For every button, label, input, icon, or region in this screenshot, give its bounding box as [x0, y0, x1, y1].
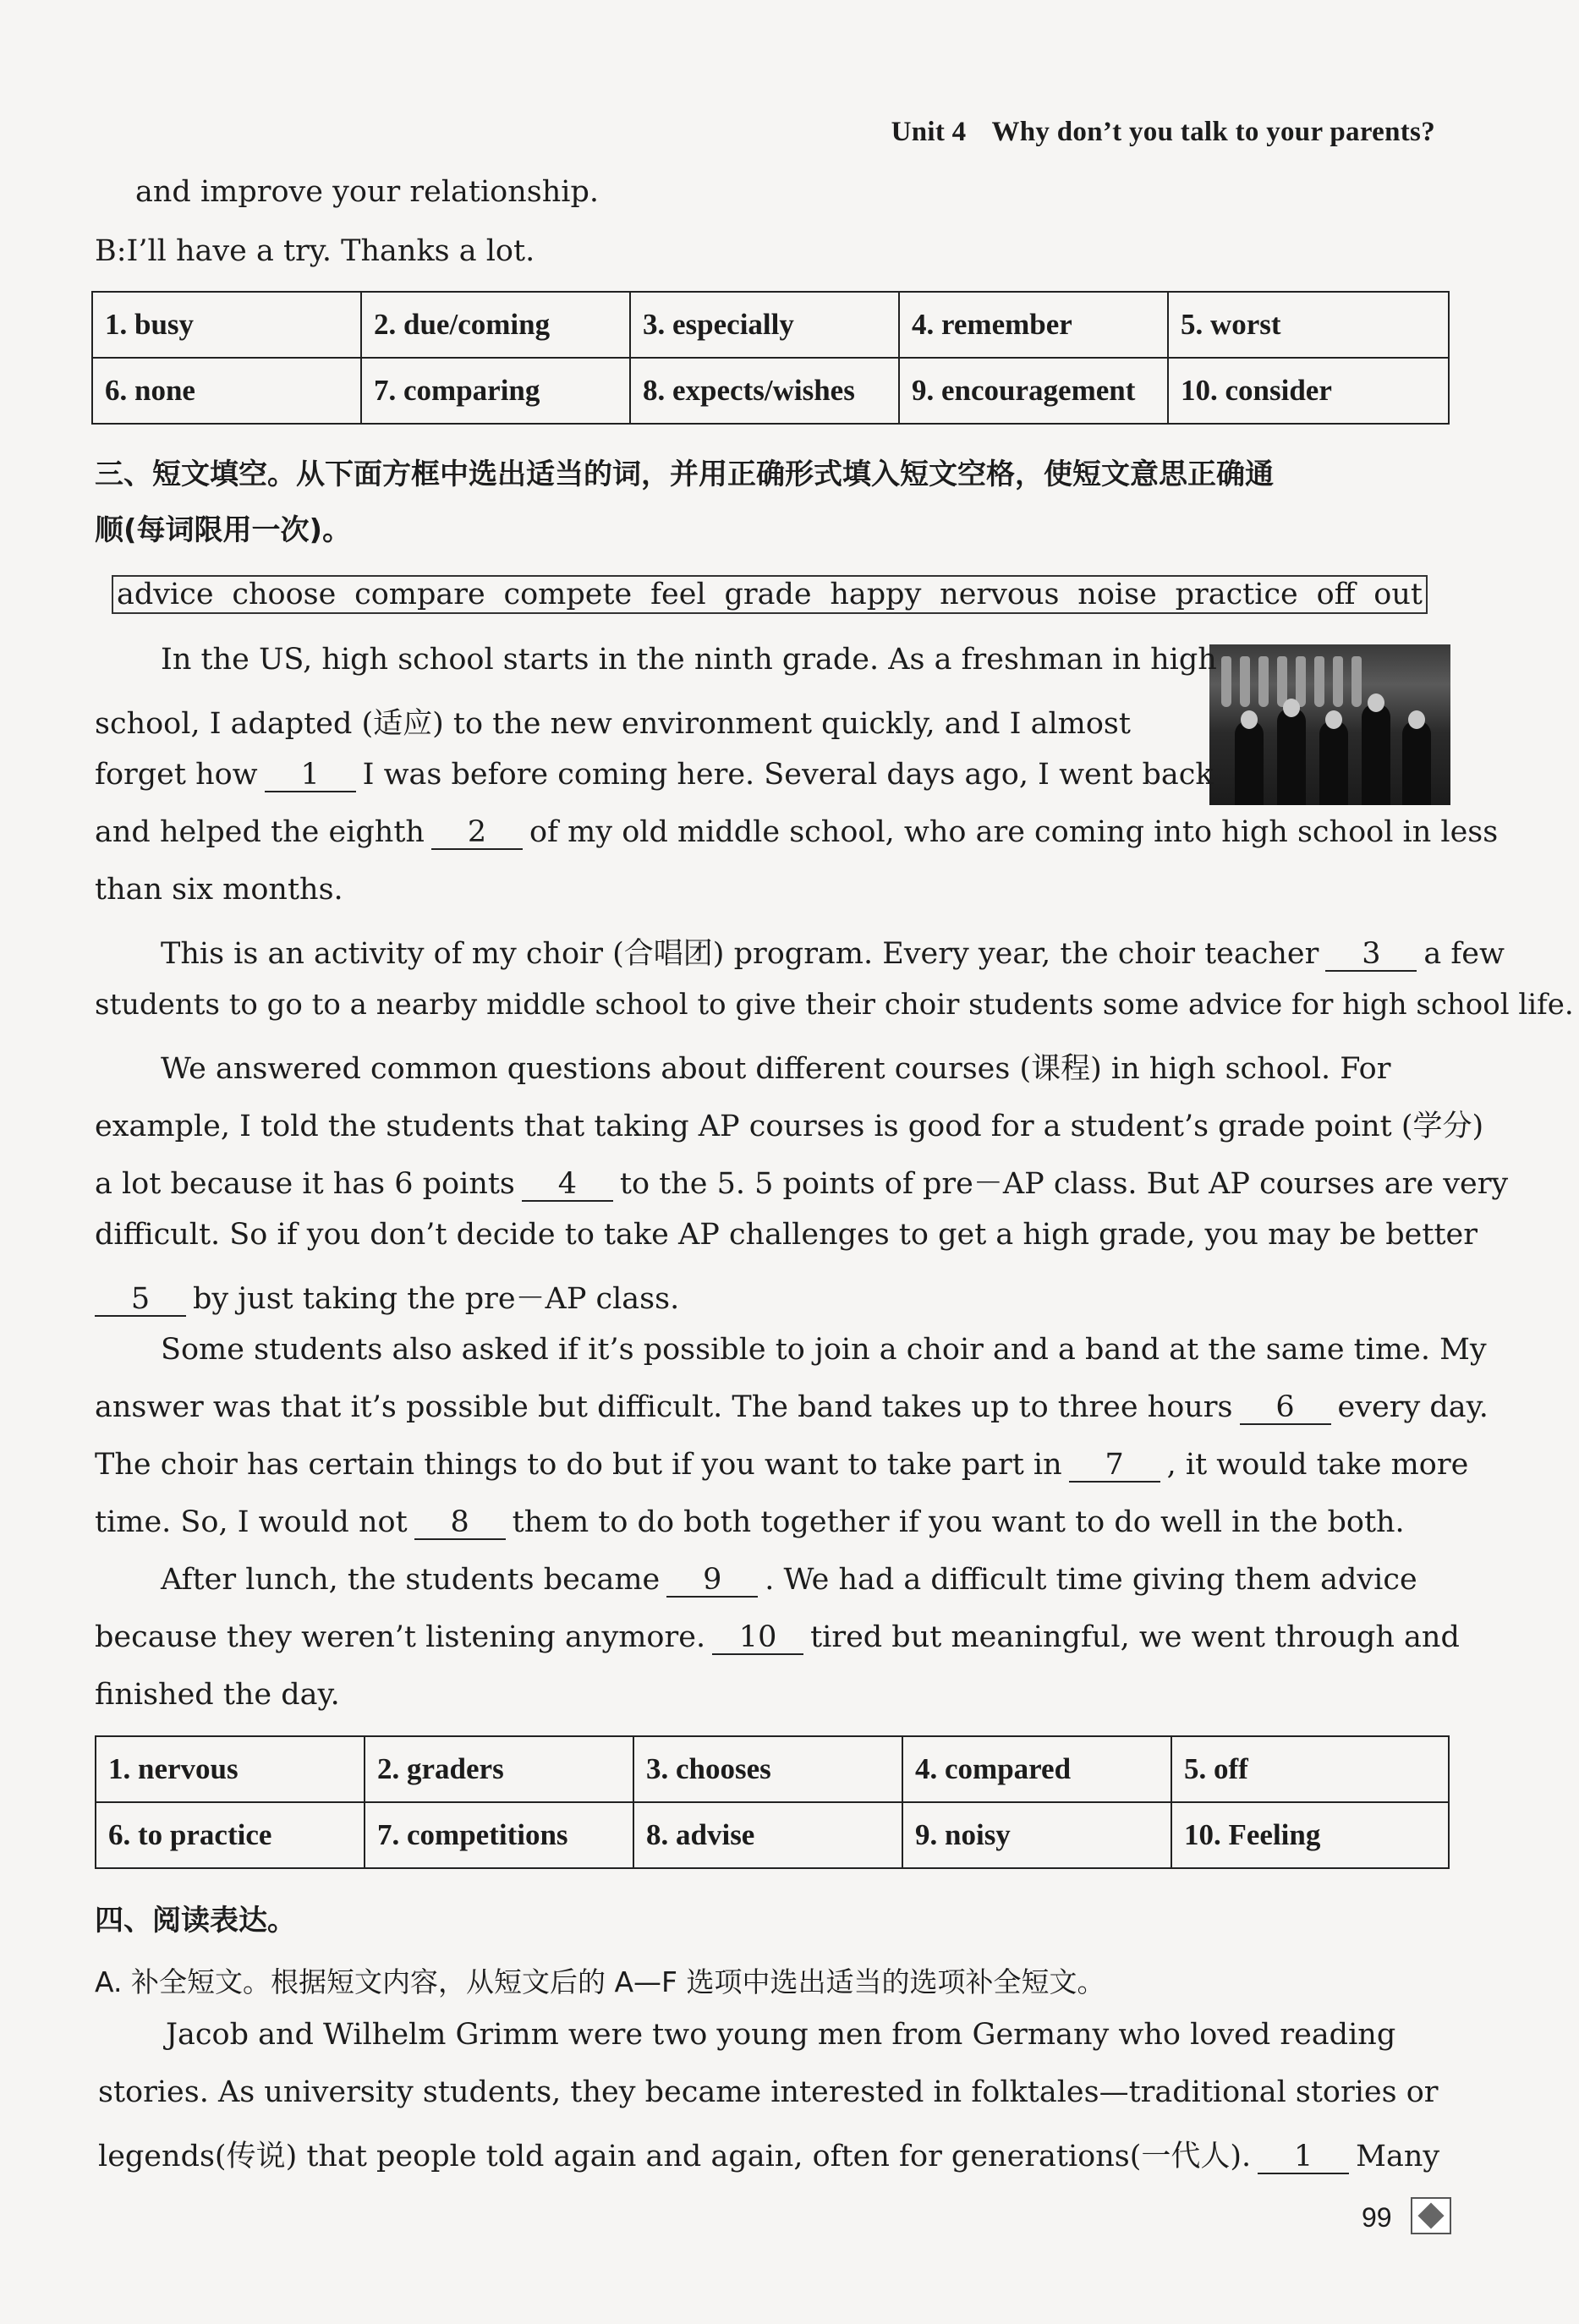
reading-line: Jacob and Wilhelm Grimm were two young men from Germany who loved reading [166, 2018, 1396, 2052]
answer-cell: 6. to practice [96, 1802, 365, 1868]
passage-line: and helped the eighth 2 of my old middle school, who are coming into high school in less [95, 815, 1499, 849]
passage-line: students to go to a nearby middle school to give their choir students some advice for high school life. [95, 988, 1574, 1022]
passage-line: because they weren’t listening anymore. 10 tired but meaningful, we went through and [95, 1620, 1460, 1654]
blank-4[interactable]: 4 [522, 1169, 613, 1202]
blank-5[interactable]: 5 [95, 1284, 186, 1317]
section-4a-instruction: A. 补全短文。根据短文内容，从短文后的 A—F 选项中选出适当的选项补全短文。 [95, 1965, 1105, 1998]
blank-9[interactable]: 9 [666, 1565, 758, 1598]
answer-cell: 8. expects/wishes [630, 358, 899, 424]
table-row [96, 1736, 1449, 1802]
blank-7[interactable]: 7 [1069, 1450, 1160, 1483]
answer-cell: 5. off [1171, 1736, 1449, 1802]
word-bank-item: advice [117, 578, 214, 611]
word-bank-item: compare [354, 578, 485, 611]
passage-line: Some students also asked if it’s possible to join a choir and a band at the same time. My [161, 1333, 1487, 1367]
passage-line: difficult. So if you don’t decide to take AP challenges to get a high grade, you may be better [95, 1218, 1478, 1252]
answer-cell: 9. encouragement [899, 358, 1168, 424]
table-row [92, 358, 1449, 424]
answer-cell: 1. busy [92, 292, 361, 358]
answer-cell: 1. nervous [96, 1736, 365, 1802]
section-4-title: 四、阅读表达。 [95, 1904, 296, 1938]
answer-table-1 [91, 291, 1450, 425]
dialog-line-2: B:I’ll have a try. Thanks a lot. [95, 234, 535, 268]
passage-line: finished the day. [95, 1678, 340, 1712]
word-bank-item: out [1373, 578, 1423, 611]
answer-cell: 4. remember [899, 292, 1168, 358]
answer-cell: 10. consider [1168, 358, 1449, 424]
section-3-title-line-1: 三、短文填空。从下面方框中选出适当的词，并用正确形式填入短文空格，使短文意思正确通 [95, 458, 1274, 491]
word-bank [112, 575, 1428, 614]
answer-cell: 6. none [92, 358, 361, 424]
word-bank-item: feel [650, 578, 706, 611]
section-3-title-line-2: 顺(每词限用一次)。 [95, 513, 352, 547]
blank-2[interactable]: 2 [431, 817, 523, 850]
passage-line: answer was that it’s possible but difficult. The band takes up to three hours 6 every day. [95, 1390, 1489, 1424]
unit-label: Unit 4 [891, 117, 967, 147]
word-bank-item: practice [1175, 578, 1298, 611]
table-row [92, 292, 1449, 358]
passage-line: 5 by just taking the pre－AP class. [95, 1275, 679, 1318]
answer-cell: 5. worst [1168, 292, 1449, 358]
diamond-icon [1411, 2197, 1451, 2234]
passage-line: The choir has certain things to do but if you want to take part in 7 , it would take more [95, 1448, 1469, 1482]
word-bank-item: grade [724, 578, 812, 611]
page-number: 99 [1362, 2202, 1392, 2233]
word-bank-item: noise [1077, 578, 1157, 611]
unit-title: Why don’t you talk to your parents? [991, 117, 1435, 147]
dialog-line-1: and improve your relationship. [135, 175, 599, 209]
blank-reading-1[interactable]: 1 [1258, 2141, 1349, 2174]
answer-cell: 9. noisy [902, 1802, 1171, 1868]
blank-8[interactable]: 8 [414, 1507, 506, 1540]
blank-6[interactable]: 6 [1240, 1392, 1331, 1425]
reading-line: stories. As university students, they became interested in folktales—traditional stories or [98, 2075, 1439, 2109]
answer-cell: 10. Feeling [1171, 1802, 1449, 1868]
running-header [891, 117, 1435, 148]
word-bank-item: compete [503, 578, 633, 611]
passage-line: We answered common questions about different courses (课程) in high school. For [161, 1052, 1391, 1086]
blank-10[interactable]: 10 [712, 1622, 803, 1655]
answer-table-2 [95, 1735, 1450, 1869]
answer-cell: 4. compared [902, 1736, 1171, 1802]
word-bank-item: off [1316, 578, 1356, 611]
passage-line: This is an activity of my choir (合唱团) program. Every year, the choir teacher 3 a few [161, 937, 1505, 971]
word-bank-item: happy [830, 578, 922, 611]
passage-line: In the US, high school starts in the ninth grade. As a freshman in high [161, 643, 1217, 677]
choir-photo [1209, 644, 1450, 805]
answer-cell: 2. graders [365, 1736, 633, 1802]
passage-line: time. So, I would not 8 them to do both together if you want to do well in the both. [95, 1505, 1405, 1539]
blank-1[interactable]: 1 [265, 759, 356, 792]
passage-line: forget how 1 I was before coming here. Several days ago, I went back [95, 758, 1214, 792]
word-bank-item: choose [232, 578, 337, 611]
answer-cell: 8. advise [633, 1802, 902, 1868]
reading-line: legends(传说) that people told again and again, often for generations(一代人). 1 Many [98, 2140, 1440, 2173]
answer-cell: 7. competitions [365, 1802, 633, 1868]
passage-line: After lunch, the students became 9 . We had a difficult time giving them advice [161, 1563, 1417, 1597]
passage-line: example, I told the students that taking AP courses is good for a student’s grade point (学分) [95, 1110, 1484, 1143]
answer-cell: 3. chooses [633, 1736, 902, 1802]
blank-3[interactable]: 3 [1325, 939, 1417, 972]
answer-cell: 3. especially [630, 292, 899, 358]
passage-line: than six months. [95, 873, 343, 907]
answer-cell: 2. due/coming [361, 292, 630, 358]
passage-line: school, I adapted (适应) to the new environment quickly, and I almost [95, 707, 1131, 741]
table-row [96, 1802, 1449, 1868]
word-bank-item: nervous [940, 578, 1060, 611]
passage-line: a lot because it has 6 points 4 to the 5. 5 points of pre－AP class. But AP courses are very [95, 1167, 1509, 1201]
answer-cell: 7. comparing [361, 358, 630, 424]
